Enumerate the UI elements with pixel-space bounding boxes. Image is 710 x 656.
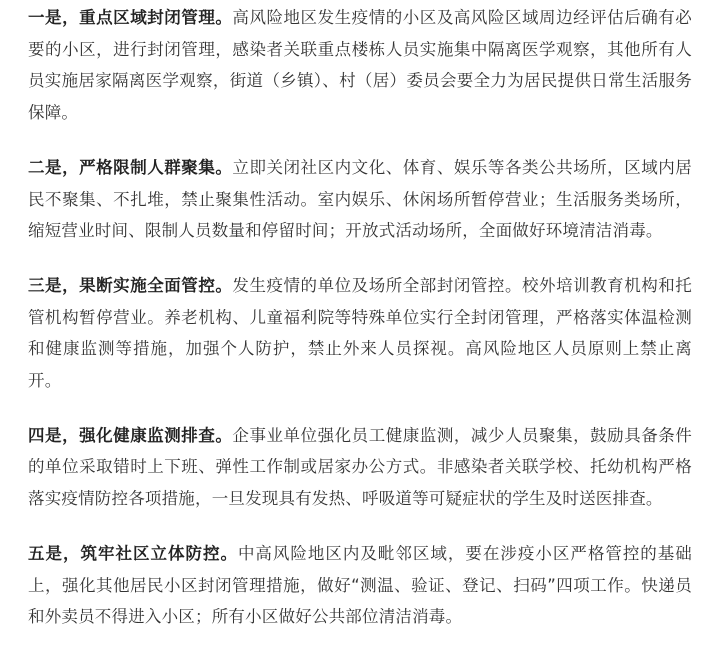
paragraph-text: 发生疫情的单位及场所全部封闭管控。校外培训教育机构和托管机构暂停营业。养老机构、儿童福利院等特殊单位实行全封闭管理，严格落实体温检测和健康监测等措施，加强个人防护，禁止外来人员探视。高风险地区人员原则上禁止离开。	[28, 275, 693, 391]
paragraph-text: 立即关闭社区内文化、体育、娱乐等各类公共场所，区域内居民不聚集、不扎堆，禁止聚集性活动。室内娱乐、休闲场所暂停营业；生活服务类场所，缩短营业时间、限制人员数量和停留时间；开放式活动场所，全面做好环境清洁消毒。	[28, 157, 693, 241]
paragraph-heading: 五是，筑牢社区立体防控。	[28, 543, 238, 563]
paragraph-3	[28, 270, 692, 397]
paragraph-heading: 一是，重点区域封闭管理。	[28, 8, 233, 27]
paragraph-1	[28, 2, 692, 129]
paragraph-text: 中高风险地区内及毗邻区域，要在涉疫小区严格管控的基础上，强化其他居民小区封闭管理措施，做好“测温、验证、登记、扫码”四项工作。快递员和外卖员不得进入小区；所有小区做好公共部位清洁消毒。	[28, 543, 692, 627]
paragraph-heading: 二是，严格限制人群聚集。	[28, 157, 233, 177]
paragraph-heading: 三是，果断实施全面管控。	[28, 275, 233, 295]
paragraph-text: 企事业单位强化员工健康监测，减少人员聚集，鼓励具备条件的单位采取错时上下班、弹性工作制或居家办公方式。非感染者关联学校、托幼机构严格落实疫情防控各项措施，一旦发现具有发热、呼吸道等可疑症状的学生及时送医排查。	[28, 425, 693, 509]
paragraph-text: 高风险地区发生疫情的小区及高风险区域周边经评估后确有必要的小区，进行封闭管理，感染者关联重点楼栋人员实施集中隔离医学观察，其他所有人员实施居家隔离医学观察，街道（乡镇）、村（居）委员会要全力为居民提供日常生活服务保障。	[28, 8, 693, 123]
paragraph-2	[28, 152, 692, 247]
article-body	[28, 0, 692, 656]
paragraph-4	[28, 420, 692, 515]
paragraph-heading: 四是，强化健康监测排查。	[28, 425, 233, 445]
paragraph-5	[28, 538, 692, 633]
